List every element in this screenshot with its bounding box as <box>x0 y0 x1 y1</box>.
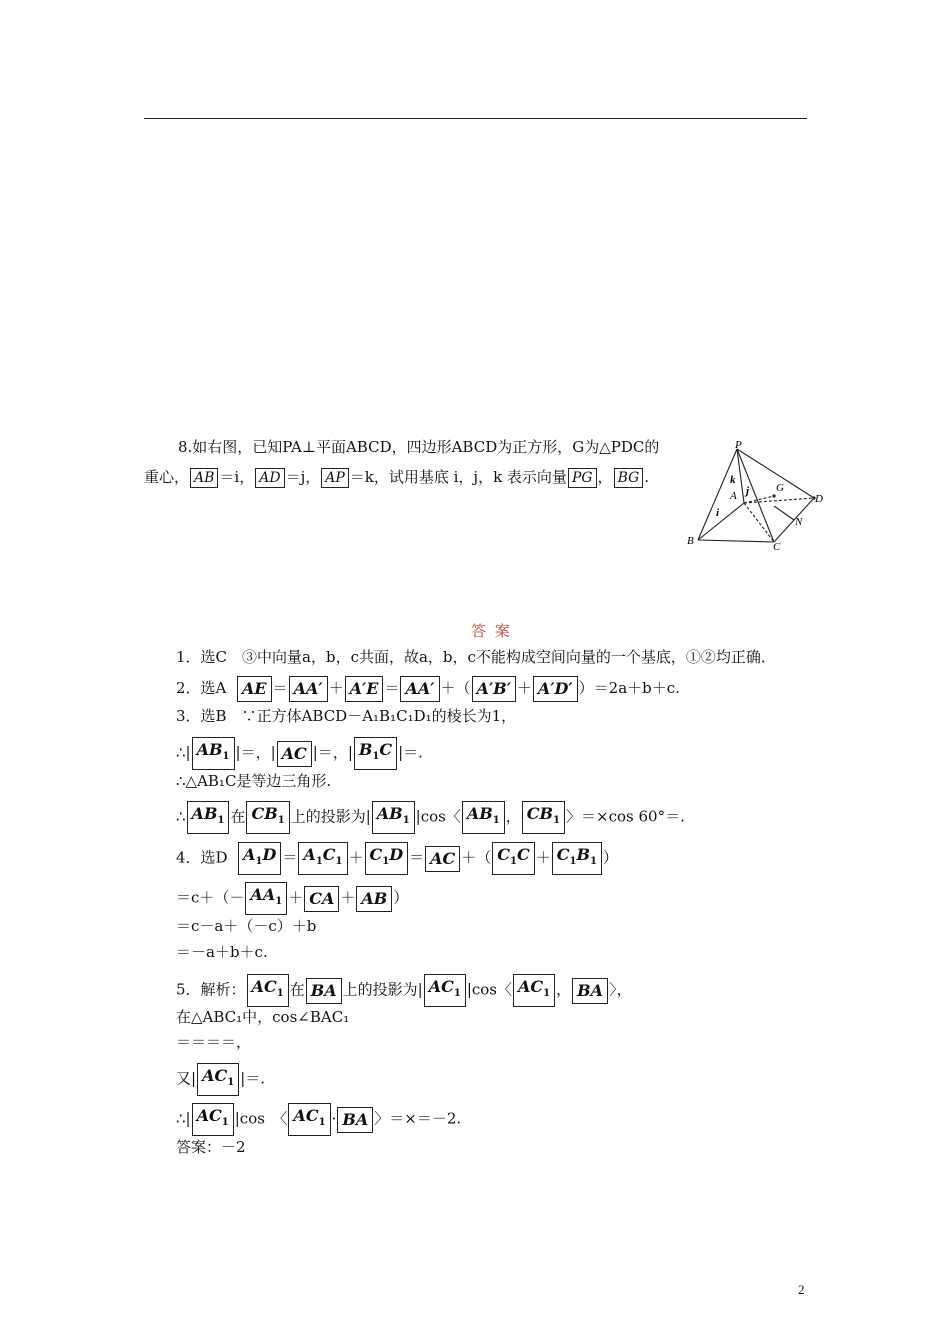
vector-box: CA <box>304 886 339 912</box>
vector-box: $AB_1$ <box>462 801 505 834</box>
answer-5-line4: 又| $AC_1$ |＝. <box>176 1063 265 1096</box>
vector-box: $AC_1$ <box>513 974 555 1007</box>
answer-4-line4: ＝－a＋b＋c. <box>176 943 268 961</box>
q8-line2: 重心， AB ＝i， AD ＝j， AP ＝k，试用基底 i，j，k 表示向量 PG ， BG . <box>144 468 650 486</box>
vector-box: BG <box>614 468 644 488</box>
answer-4-line1: 4．选D $A_1D = A_1C_1 + C_1D$ ＝ AC ＋（ $C_1C + C_1B_1$ ） <box>176 842 618 875</box>
vector-box: AP <box>321 468 349 488</box>
vector-box: $AB_1$ <box>372 801 415 834</box>
vector-box: AB <box>356 886 392 912</box>
vector-box: AA′ <box>400 676 439 702</box>
answer-3-line4: ∴ $AB_1$ 在 $CB_1$ 上的投影为| $AB_1$ |cos〈 $AB_1$ ， $CB_1$ 〉＝×cos 60°＝. <box>176 801 685 834</box>
figure-label-d: D <box>815 493 823 505</box>
vector-box: A′E <box>345 676 384 702</box>
answers-title: 答 案 <box>471 622 512 640</box>
vector-box: $AC_1$ <box>247 974 289 1007</box>
vector-box: $C_1B_1$ <box>552 842 602 875</box>
answer-4-line2: $=c+(- AA_1$ ＋ CA ＋ AB ） <box>176 882 408 915</box>
figure-label-b: B <box>687 535 694 547</box>
vector-box: $CB_1$ <box>522 801 565 834</box>
figure-vector-j: j <box>746 485 750 497</box>
vector-box: $C_1C$ <box>492 842 534 875</box>
answer-5-line2: 在△ABC₁中，cos∠BAC₁ <box>176 1008 350 1026</box>
figure-label-a: A <box>730 490 737 502</box>
vector-box: BA <box>572 978 608 1004</box>
answer-4-line3: ＝c－a＋（－c）＋b <box>176 917 317 935</box>
page-number: 2 <box>798 1282 805 1297</box>
vector-box: $AC_1$ <box>288 1103 330 1136</box>
vector-box: PG <box>568 468 597 488</box>
figure-vector-i: i <box>716 507 720 519</box>
vector-box: A′B′ <box>472 676 516 702</box>
figure-vector-k: k <box>730 474 736 486</box>
vector-box: $AC_1$ <box>192 1103 234 1136</box>
answer-3-line2: ∴| $AB_1$ |＝，| AC |＝，| $B_1C$ |＝. <box>176 737 423 770</box>
answer-5-line3: ＝＝＝＝， <box>176 1033 252 1051</box>
vector-box: AD <box>255 468 284 488</box>
vector-box: $AC_1$ <box>424 974 466 1007</box>
vector-box: $AB_1$ <box>192 737 235 770</box>
vector-box: $AC_1$ <box>197 1063 239 1096</box>
figure-label-p: P <box>735 439 742 451</box>
answer-3-line3: ∴△AB₁C是等边三角形. <box>176 772 332 790</box>
figure-label-g: G <box>776 482 784 494</box>
answer-5-final: 答案：－2 <box>176 1138 246 1156</box>
vector-box: $AA_1$ <box>245 882 287 915</box>
vector-box: A′D′ <box>533 676 578 702</box>
vector-box: $CB_1$ <box>246 801 289 834</box>
vector-box: $C_1D$ <box>365 842 409 875</box>
vector-box: AC <box>425 846 460 872</box>
vector-box: BA <box>337 1107 373 1133</box>
vector-box: $A_1C_1$ <box>298 842 347 875</box>
answer-1: 1．选C ③中向量a，b，c共面，故a，b，c不能构成空间向量的一个基底，①②均正确． <box>176 648 776 666</box>
vector-box: AB <box>190 468 218 488</box>
q8-line1: 8.如右图，已知PA⊥平面ABCD，四边形ABCD为正方形，G为△PDC的 <box>178 438 660 456</box>
answer-3-line1: 3．选B ∵正方体ABCD－A₁B₁C₁D₁的棱长为1， <box>176 707 517 725</box>
vector-box: $A_1D$ <box>238 842 281 875</box>
pyramid-figure <box>684 436 844 556</box>
figure-label-c: C <box>773 541 781 553</box>
answer-2: 2．选A AE ＝ AA′ ＋ A′E ＝ AA′ ＋（ A′B′ ＋ A′D′ ）＝2a＋b＋c. <box>176 676 680 702</box>
vector-box: $AB_1$ <box>187 801 230 834</box>
vector-box: $B_1C$ <box>354 737 397 770</box>
answer-5-line5: ∴| $AC_1$ |cos 〈 $AC_1$ · BA 〉＝×＝－2. <box>176 1103 461 1136</box>
vector-box: BA <box>306 978 342 1004</box>
vector-box: AC <box>277 741 312 767</box>
header-rule <box>144 118 807 119</box>
figure-label-n: N <box>795 516 803 528</box>
answer-5-line1: 5．解析： $AC_1$ 在 BA 上的投影为| $AC_1$ |cos〈 $AC_1$ ， BA 〉， <box>176 974 632 1007</box>
vector-box: AA′ <box>289 676 328 702</box>
vector-box: AE <box>237 676 272 702</box>
